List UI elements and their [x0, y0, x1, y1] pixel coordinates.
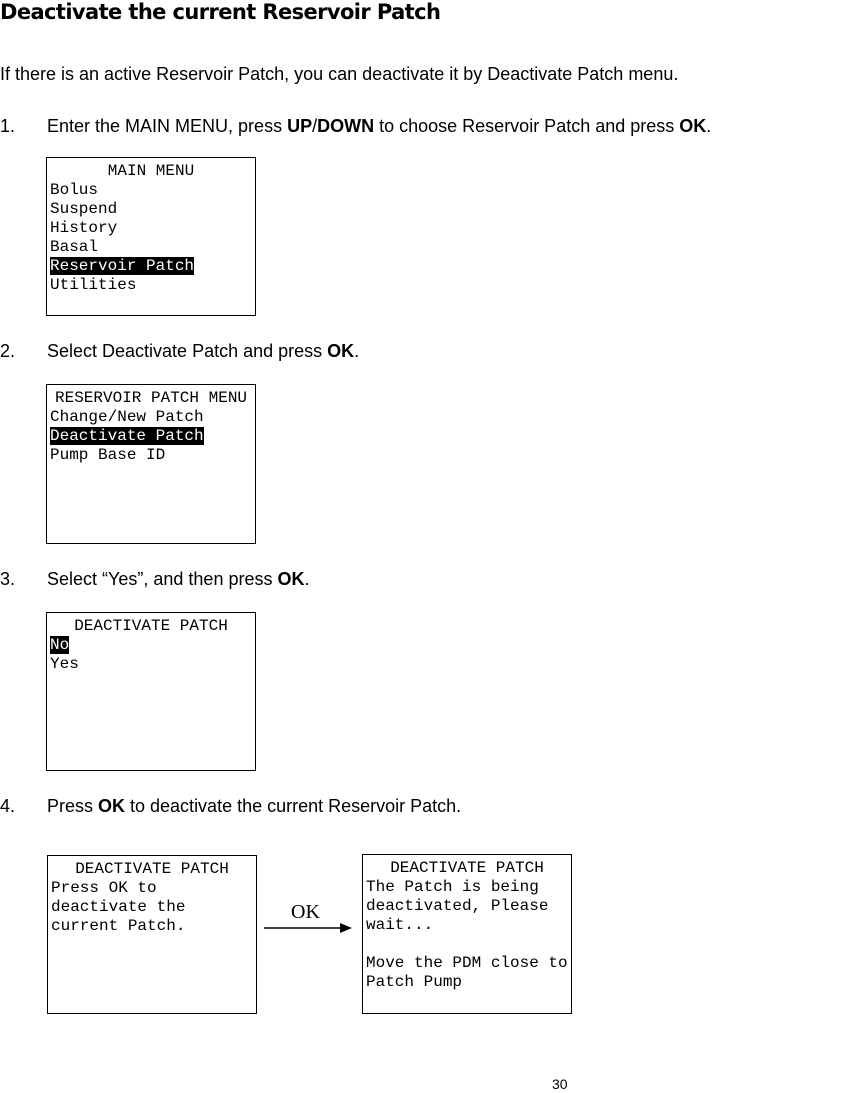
step-text: Select Deactivate Patch and press OK. [47, 341, 360, 361]
step-3 [0, 569, 849, 591]
step-number: 3. [0, 569, 16, 589]
menu-item: Change/New Patch [50, 408, 204, 426]
page-number: 30 [552, 1076, 568, 1092]
screen-line: deactivated, Please [366, 897, 549, 915]
deactivating-screen [362, 854, 572, 1014]
menu-item: Utilities [50, 276, 137, 294]
menu-item: Pump Base ID [50, 446, 166, 464]
step-number: 1. [0, 116, 16, 136]
screen-title: DEACTIVATE PATCH [75, 860, 229, 878]
screen-line: wait... [366, 916, 434, 934]
right-arrow-icon [262, 920, 356, 936]
menu-item: History [50, 219, 118, 237]
screen-line: deactivate the [51, 898, 186, 916]
screen-line: Move the PDM close to [366, 954, 568, 972]
screen-line: current Patch. [51, 917, 186, 935]
menu-item-selected: Deactivate Patch [50, 427, 204, 445]
step-number: 2. [0, 341, 16, 361]
main-menu-screen [46, 157, 256, 316]
menu-item-selected: Reservoir Patch [50, 257, 195, 275]
screen-title: MAIN MENU [107, 162, 195, 180]
step-text: Enter the MAIN MENU, press UP/DOWN to choose Reservoir Patch and press OK. [47, 116, 712, 136]
menu-item: Basal [50, 238, 99, 256]
step-number: 4. [0, 796, 16, 816]
deactivate-confirm-screen [47, 855, 257, 1014]
screen-line: Patch Pump [366, 973, 463, 991]
screen-line: Press OK to [51, 879, 157, 897]
option: Yes [50, 655, 79, 673]
page-title: Deactivate the current Reservoir Patch [0, 0, 441, 24]
screen-line [363, 935, 571, 954]
intro-text: If there is an active Reservoir Patch, you can deactivate it by Deactivate Patch menu. [0, 64, 679, 84]
screen-title: DEACTIVATE PATCH [390, 859, 544, 877]
step-text: Select “Yes”, and then press OK. [47, 569, 310, 589]
menu-item: Bolus [50, 181, 99, 199]
step-2 [0, 341, 849, 363]
screen-line: The Patch is being [366, 878, 539, 896]
step-4 [0, 796, 849, 818]
screen-title: DEACTIVATE PATCH [74, 617, 228, 635]
screen-title: RESERVOIR PATCH MENU [54, 389, 248, 407]
reservoir-menu-screen [46, 384, 256, 544]
menu-item: Suspend [50, 200, 118, 218]
step-1 [0, 116, 849, 138]
option-selected: No [50, 636, 70, 654]
arrow-label: OK [291, 901, 320, 923]
step-text: Press OK to deactivate the current Reservoir Patch. [47, 796, 462, 816]
deactivate-choice-screen [46, 612, 256, 771]
